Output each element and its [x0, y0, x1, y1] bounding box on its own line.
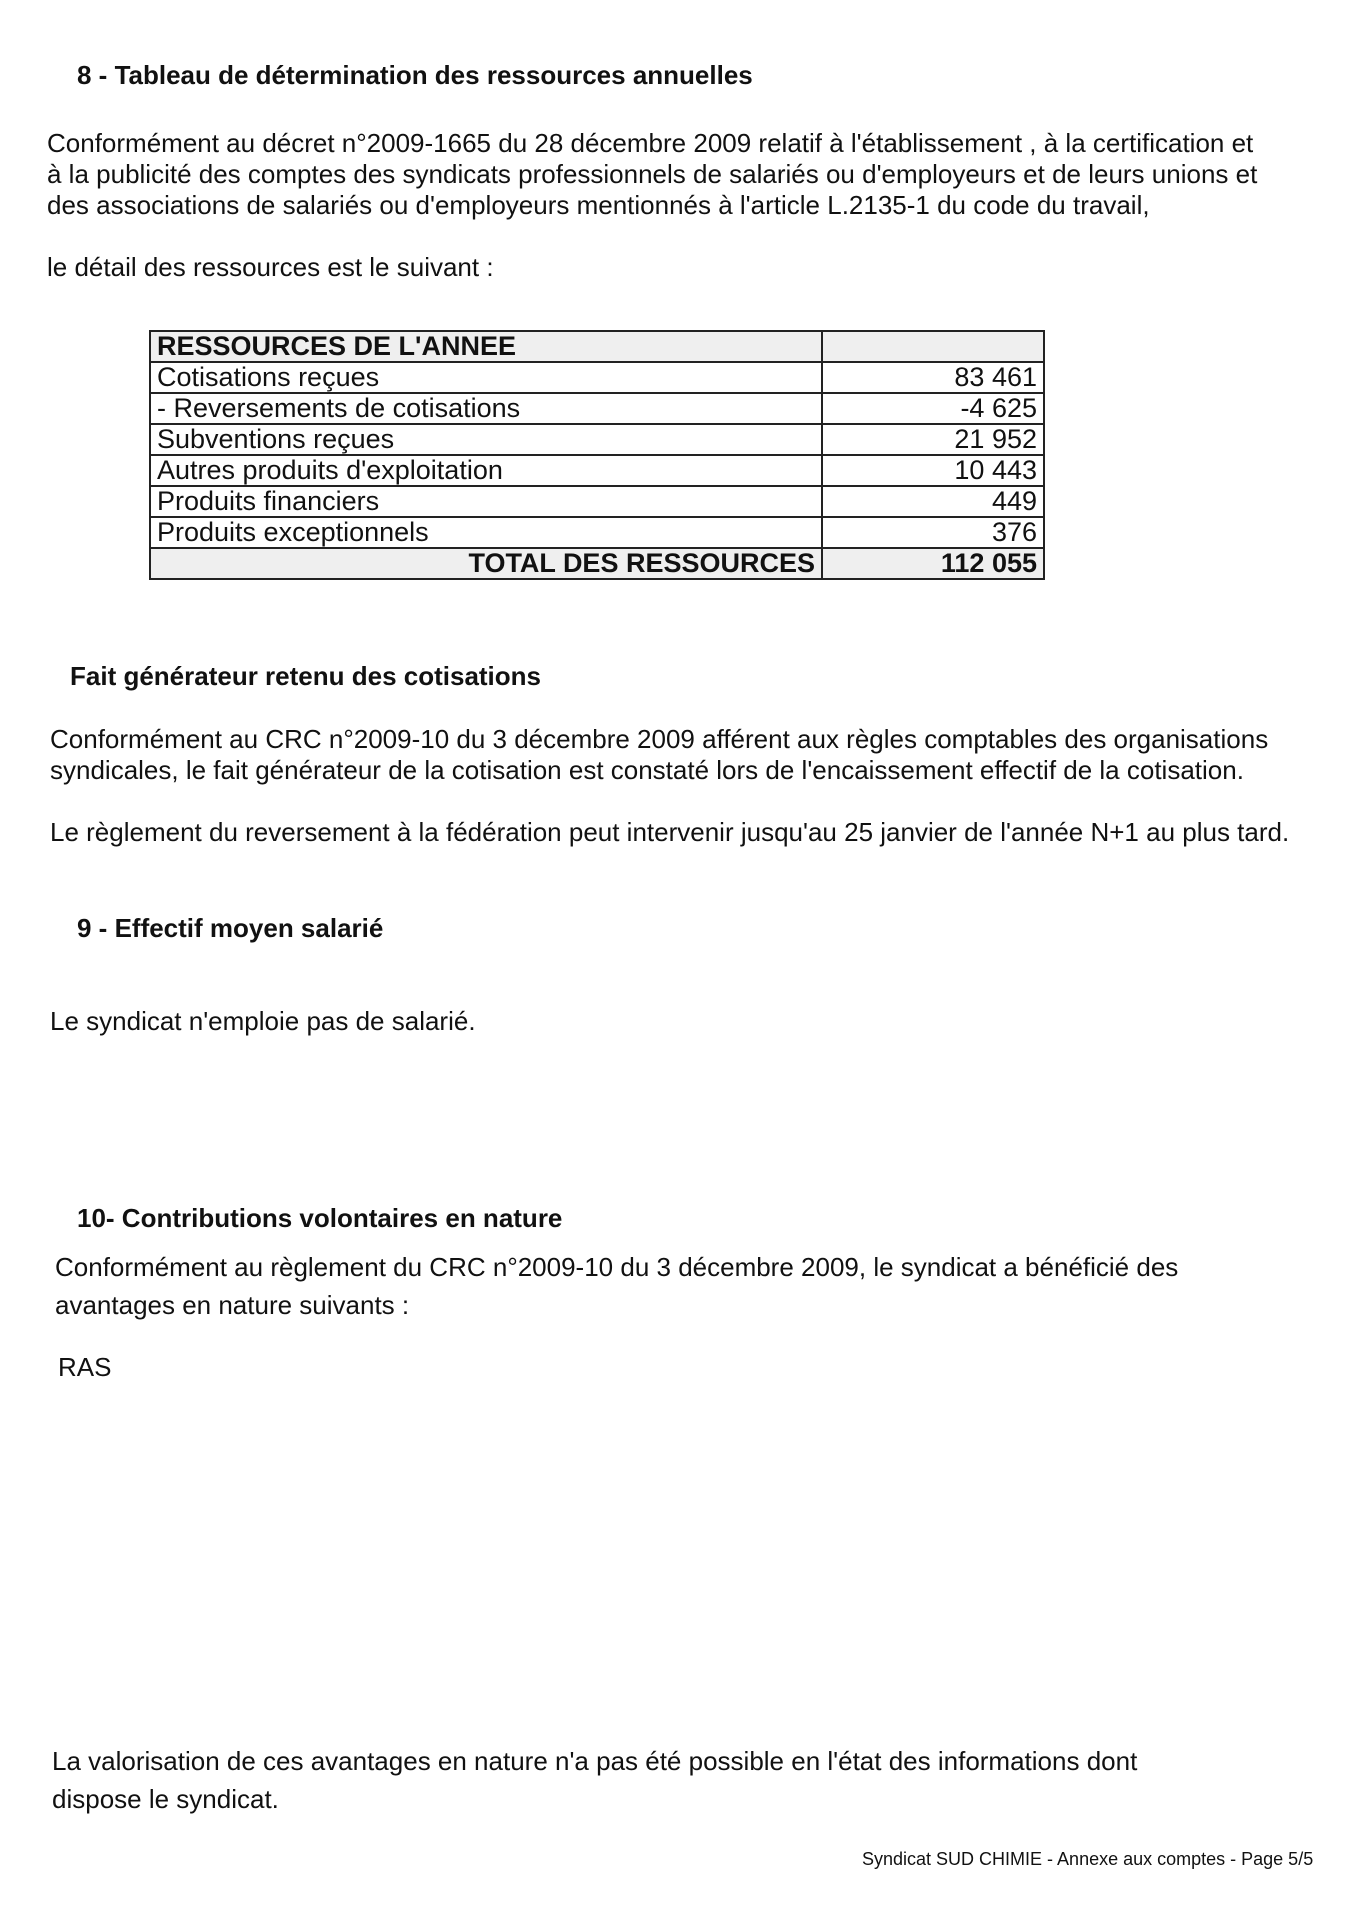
row-label: Produits financiers [150, 486, 822, 517]
text-line: dispose le syndicat. [52, 1784, 279, 1814]
page-footer: Syndicat SUD CHIMIE - Annexe aux comptes - Page 5/5 [862, 1849, 1314, 1869]
reversement-text: Le règlement du reversement à la fédération peut intervenir jusqu'au 25 janvier de l'année N+1 au plus tard. [50, 817, 1290, 847]
section-9-title: 9 - Effectif moyen salarié [77, 913, 384, 943]
section-8-intro [47, 128, 1257, 221]
table-row [150, 362, 1044, 393]
row-value: 83 461 [822, 362, 1044, 393]
ras-text: RAS [58, 1352, 112, 1382]
row-label: Autres produits d'exploitation [150, 455, 822, 486]
intro-line: Conformément au décret n°2009-1665 du 28 décembre 2009 relatif à l'établissement , à la certification et [47, 128, 1254, 158]
valorisation-text [52, 1742, 1137, 1818]
table-row [150, 424, 1044, 455]
table-header-label: RESSOURCES DE L'ANNEE [150, 331, 822, 362]
text-line: syndicales, le fait générateur de la cotisation est constaté lors de l'encaissement effectif de la cotisation. [50, 755, 1244, 785]
row-label: - Reversements de cotisations [150, 393, 822, 424]
section-10-text [55, 1248, 1178, 1324]
fait-generateur-text [50, 724, 1268, 786]
row-value: 376 [822, 517, 1044, 548]
intro-line: à la publicité des comptes des syndicats professionnels de salariés ou d'employeurs et de leurs unions et [47, 159, 1258, 189]
row-label: Subventions reçues [150, 424, 822, 455]
table-total-row [150, 548, 1044, 579]
row-label: Produits exceptionnels [150, 517, 822, 548]
table-row [150, 517, 1044, 548]
total-value: 112 055 [822, 548, 1044, 579]
section-8-lead: le détail des ressources est le suivant : [47, 252, 494, 282]
table-row [150, 455, 1044, 486]
text-line: avantages en nature suivants : [55, 1290, 410, 1320]
section-10-title: 10- Contributions volontaires en nature [77, 1203, 563, 1233]
text-line: La valorisation de ces avantages en nature n'a pas été possible en l'état des informations dont [52, 1746, 1138, 1776]
table-row [150, 486, 1044, 517]
text-line: Conformément au CRC n°2009-10 du 3 décembre 2009 afférent aux règles comptables des organisations [50, 724, 1269, 754]
section-9-text: Le syndicat n'emploie pas de salarié. [50, 1006, 476, 1036]
total-label: TOTAL DES RESSOURCES [150, 548, 822, 579]
text-line: Conformément au règlement du CRC n°2009-10 du 3 décembre 2009, le syndicat a bénéficié des [55, 1252, 1179, 1282]
fait-generateur-title: Fait générateur retenu des cotisations [70, 661, 542, 691]
intro-line: des associations de salariés ou d'employeurs mentionnés à l'article L.2135-1 du code du travail, [47, 190, 1150, 220]
row-label: Cotisations reçues [150, 362, 822, 393]
row-value: -4 625 [822, 393, 1044, 424]
table-header-row [150, 331, 1044, 362]
row-value: 449 [822, 486, 1044, 517]
table-row [150, 393, 1044, 424]
row-value: 10 443 [822, 455, 1044, 486]
section-8-title: 8 - Tableau de détermination des ressources annuelles [77, 60, 753, 90]
resources-table [149, 330, 1045, 580]
row-value: 21 952 [822, 424, 1044, 455]
table-header-value [822, 331, 1044, 362]
